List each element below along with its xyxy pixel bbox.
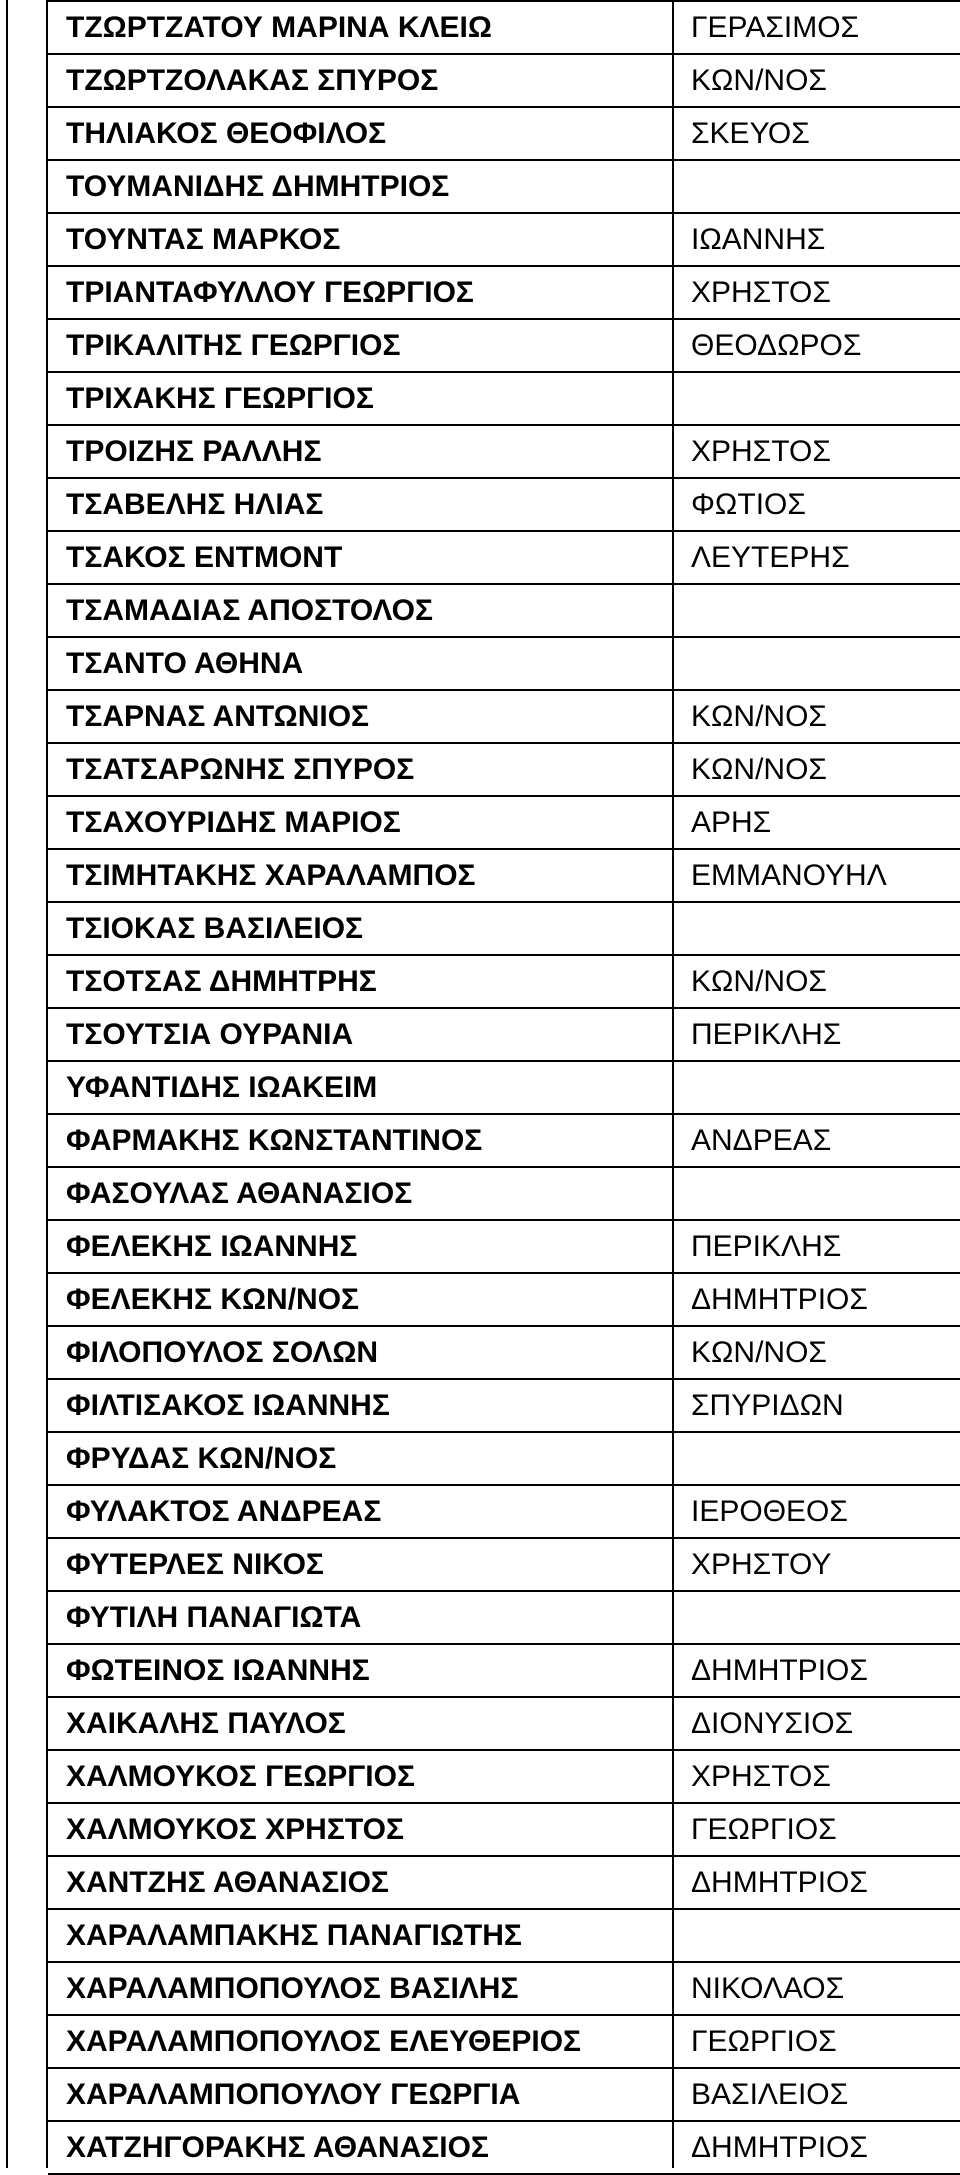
surname-name-cell: ΤΣΑΜΑΔΙΑΣ ΑΠΟΣΤΟΛΟΣ [66, 594, 433, 627]
father-name-cell: ΚΩΝ/ΝΟΣ [691, 64, 827, 97]
surname-name-cell: ΤΖΩΡΤΖΑΤΟΥ ΜΑΡΙΝΑ ΚΛΕΙΩ [66, 11, 492, 44]
surname-name-cell: ΤΣΙΜΗΤΑΚΗΣ ΧΑΡΑΛΑΜΠΟΣ [66, 859, 476, 892]
table-row [48, 1855, 960, 1908]
table-row [48, 1431, 960, 1484]
father-name-cell: ΑΡΗΣ [691, 806, 772, 839]
father-name-cell: ΘΕΟΔΩΡΟΣ [691, 329, 862, 362]
surname-name-cell: ΦΕΛΕΚΗΣ ΚΩΝ/ΝΟΣ [66, 1283, 360, 1316]
table-row [48, 636, 960, 689]
father-name-cell: ΛΕΥΤΕΡΗΣ [691, 541, 850, 574]
father-name-cell: ΓΕΩΡΓΙΟΣ [691, 1813, 837, 1846]
table-row [48, 689, 960, 742]
table-row [48, 1325, 960, 1378]
table-row [48, 1537, 960, 1590]
father-name-cell: ΕΜΜΑΝΟΥΗΛ [691, 859, 887, 892]
table-row [48, 1696, 960, 1749]
father-name-cell: ΧΡΗΣΤΟΣ [691, 276, 831, 309]
father-name-cell: ΣΠΥΡΙΔΩΝ [691, 1389, 844, 1422]
surname-name-cell: ΤΟΥΝΤΑΣ ΜΑΡΚΟΣ [66, 223, 341, 256]
surname-name-cell: ΧΑΤΖΗΓΟΡΑΚΗΣ ΑΘΑΝΑΣΙΟΣ [66, 2131, 489, 2164]
father-name-cell: ΦΩΤΙΟΣ [691, 488, 806, 521]
table-row [48, 1590, 960, 1643]
surname-name-cell: ΧΑΡΑΛΑΜΠΟΠΟΥΛΟΣ ΒΑΣΙΛΗΣ [66, 1972, 519, 2005]
surname-name-cell: ΤΡΙΑΝΤΑΦΥΛΛΟΥ ΓΕΩΡΓΙΟΣ [66, 276, 474, 309]
table-row [48, 954, 960, 1007]
table-row [48, 848, 960, 901]
surname-name-cell: ΤΟΥΜΑΝΙΔΗΣ ΔΗΜΗΤΡΙΟΣ [66, 170, 450, 203]
father-name-cell: ΠΕΡΙΚΛΗΣ [691, 1230, 842, 1263]
surname-name-cell: ΤΡΟΙΖΗΣ ΡΑΛΛΗΣ [66, 435, 322, 468]
surname-name-cell: ΦΑΣΟΥΛΑΣ ΑΘΑΝΑΣΙΟΣ [66, 1177, 413, 1210]
surname-name-cell: ΧΑΡΑΛΑΜΠΟΠΟΥΛΟΣ ΕΛΕΥΘΕΡΙΟΣ [66, 2025, 582, 2058]
surname-name-cell: ΤΗΛΙΑΚΟΣ ΘΕΟΦΙΛΟΣ [66, 117, 387, 150]
table-row [48, 265, 960, 318]
surname-name-cell: ΤΣΑΝΤΟ ΑΘΗΝΑ [66, 647, 304, 680]
father-name-cell: ΧΡΗΣΤΟΣ [691, 1760, 831, 1793]
surname-name-cell: ΤΣΑΤΣΑΡΩΝΗΣ ΣΠΥΡΟΣ [66, 753, 415, 786]
father-name-cell: ΧΡΗΣΤΟΣ [691, 435, 831, 468]
table-row [48, 1272, 960, 1325]
table-row [48, 371, 960, 424]
father-name-cell: ΔΙΟΝΥΣΙΟΣ [691, 1707, 854, 1740]
table-row [48, 212, 960, 265]
father-name-cell: ΣΚΕΥΟΣ [691, 117, 810, 150]
surname-name-cell: ΤΣΑΚΟΣ ΕΝΤΜΟΝΤ [66, 541, 343, 574]
table-row [48, 2067, 960, 2120]
table-row [48, 1219, 960, 1272]
father-name-cell: ΔΗΜΗΤΡΙΟΣ [691, 1654, 868, 1687]
father-name-cell: ΙΕΡΟΘΕΟΣ [691, 1495, 848, 1528]
surname-name-cell: ΦΥΤΕΡΛΕΣ ΝΙΚΟΣ [66, 1548, 324, 1581]
father-name-cell: ΚΩΝ/ΝΟΣ [691, 965, 827, 998]
father-name-cell: ΓΕΩΡΓΙΟΣ [691, 2025, 837, 2058]
table-row [48, 901, 960, 954]
table-row [48, 1378, 960, 1431]
surname-name-cell: ΤΡΙΧΑΚΗΣ ΓΕΩΡΓΙΟΣ [66, 382, 374, 415]
table-row [48, 583, 960, 636]
surname-name-cell: ΧΑΡΑΛΑΜΠΟΠΟΥΛΟΥ ΓΕΩΡΓΙΑ [66, 2078, 521, 2111]
table-row [48, 0, 960, 53]
table-row [48, 53, 960, 106]
table-row [48, 424, 960, 477]
table-row [48, 1802, 960, 1855]
surname-name-cell: ΧΑΝΤΖΗΣ ΑΘΑΝΑΣΙΟΣ [66, 1866, 389, 1899]
surname-name-cell: ΥΦΑΝΤΙΔΗΣ ΙΩΑΚΕΙΜ [66, 1071, 378, 1104]
father-name-cell: ΝΙΚΟΛΑΟΣ [691, 1972, 845, 2005]
surname-name-cell: ΦΙΛΟΠΟΥΛΟΣ ΣΟΛΩΝ [66, 1336, 379, 1369]
table-row [48, 1484, 960, 1537]
surname-name-cell: ΤΣΑΧΟΥΡΙΔΗΣ ΜΑΡΙΟΣ [66, 806, 401, 839]
table-row [48, 1060, 960, 1113]
table-row [48, 318, 960, 371]
surname-name-cell: ΤΣΟΥΤΣΙΑ ΟΥΡΑΝΙΑ [66, 1018, 354, 1051]
father-name-cell: ΚΩΝ/ΝΟΣ [691, 753, 827, 786]
surname-name-cell: ΧΑΛΜΟΥΚΟΣ ΧΡΗΣΤΟΣ [66, 1813, 404, 1846]
father-name-cell: ΔΗΜΗΤΡΙΟΣ [691, 1866, 868, 1899]
surname-name-cell: ΤΡΙΚΑΛΙΤΗΣ ΓΕΩΡΓΙΟΣ [66, 329, 401, 362]
table-row [48, 1643, 960, 1696]
surname-name-cell: ΧΑΛΜΟΥΚΟΣ ΓΕΩΡΓΙΟΣ [66, 1760, 415, 1793]
surname-name-cell: ΦΥΤΙΛΗ ΠΑΝΑΓΙΩΤΑ [66, 1601, 362, 1634]
table-row [48, 742, 960, 795]
surname-name-cell: ΦΡΥΔΑΣ ΚΩΝ/ΝΟΣ [66, 1442, 337, 1475]
surname-name-cell: ΧΑΡΑΛΑΜΠΑΚΗΣ ΠΑΝΑΓΙΩΤΗΣ [66, 1919, 522, 1952]
father-name-cell: ΙΩΑΝΝΗΣ [691, 223, 826, 256]
table-row [48, 795, 960, 848]
father-name-cell: ΧΡΗΣΤΟΥ [691, 1548, 832, 1581]
father-name-cell: ΚΩΝ/ΝΟΣ [691, 700, 827, 733]
table-row [48, 159, 960, 212]
table-row [48, 1007, 960, 1060]
father-name-cell: ΓΕΡΑΣΙΜΟΣ [691, 11, 860, 44]
table-row [48, 1166, 960, 1219]
surname-name-cell: ΤΣΑΒΕΛΗΣ ΗΛΙΑΣ [66, 488, 324, 521]
surname-name-cell: ΦΙΛΤΙΣΑΚΟΣ ΙΩΑΝΝΗΣ [66, 1389, 390, 1422]
father-name-cell: ΔΗΜΗΤΡΙΟΣ [691, 2131, 868, 2164]
surname-name-cell: ΤΣΑΡΝΑΣ ΑΝΤΩΝΙΟΣ [66, 700, 370, 733]
table-row [48, 1113, 960, 1166]
surname-name-cell: ΤΣΙΟΚΑΣ ΒΑΣΙΛΕΙΟΣ [66, 912, 364, 945]
surname-name-cell: ΦΥΛΑΚΤΟΣ ΑΝΔΡΕΑΣ [66, 1495, 382, 1528]
table-row [48, 1749, 960, 1802]
surname-name-cell: ΦΕΛΕΚΗΣ ΙΩΑΝΝΗΣ [66, 1230, 358, 1263]
surname-name-cell: ΧΑΙΚΑΛΗΣ ΠΑΥΛΟΣ [66, 1707, 346, 1740]
father-name-cell: ΠΕΡΙΚΛΗΣ [691, 1018, 842, 1051]
surname-name-cell: ΦΩΤΕΙΝΟΣ ΙΩΑΝΝΗΣ [66, 1654, 370, 1687]
table-row [48, 2014, 960, 2067]
father-name-cell: ΒΑΣΙΛΕΙΟΣ [691, 2078, 849, 2111]
table-row [48, 477, 960, 530]
surname-name-cell: ΦΑΡΜΑΚΗΣ ΚΩΝΣΤΑΝΤΙΝΟΣ [66, 1124, 483, 1157]
table-row [48, 106, 960, 159]
surname-name-cell: ΤΖΩΡΤΖΟΛΑΚΑΣ ΣΠΥΡΟΣ [66, 64, 439, 97]
surname-name-cell: ΤΣΟΤΣΑΣ ΔΗΜΗΤΡΗΣ [66, 965, 377, 998]
table-row [48, 1961, 960, 2014]
father-name-cell: ΔΗΜΗΤΡΙΟΣ [691, 1283, 868, 1316]
table-row [48, 2120, 960, 2175]
table-row [48, 530, 960, 583]
table-border-left [6, 0, 8, 2168]
father-name-cell: ΑΝΔΡΕΑΣ [691, 1124, 832, 1157]
father-name-cell: ΚΩΝ/ΝΟΣ [691, 1336, 827, 1369]
table-row [48, 1908, 960, 1961]
